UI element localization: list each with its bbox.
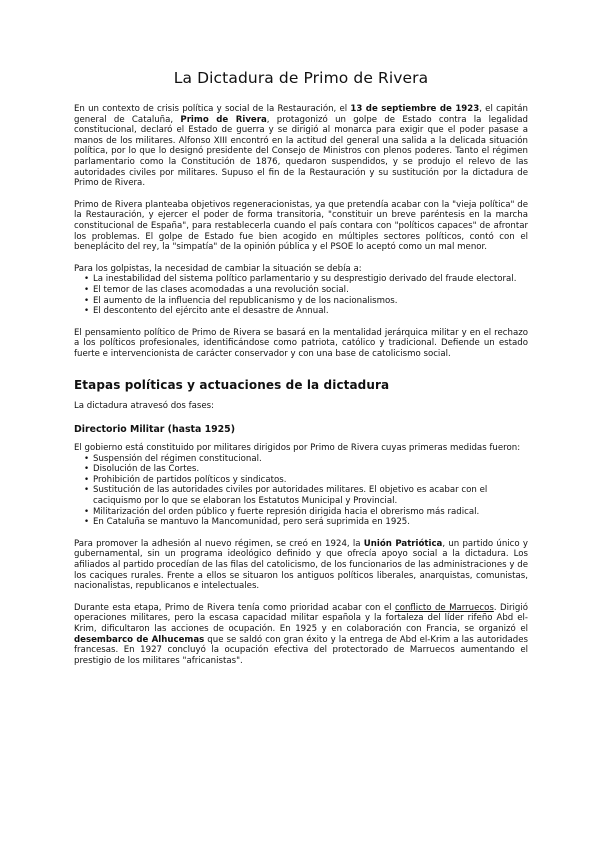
page-title: La Dictadura de Primo de Rivera [173, 69, 429, 87]
bullet-icon: • [84, 295, 90, 306]
list-item: • Suspensión del régimen constitucional. [84, 453, 262, 464]
intro-text-2: , el capitán general de Cataluña, [74, 104, 528, 125]
bullet-icon: • [84, 306, 90, 317]
list-item: • La inestabilidad del sistema político parlamentario y su desprestigio derivado del fraude electoral. [84, 274, 517, 285]
list-item: • El aumento de la influencia del republicanismo y de los nacionalismos. [84, 295, 398, 306]
conflicto-marruecos-link[interactable]: conflicto de Marruecos [394, 602, 494, 613]
union-paragraph [74, 539, 528, 592]
desembarco-alhucemas: desembarco de Alhucemas [74, 634, 205, 645]
bullet-icon: • [84, 517, 90, 528]
list-item: • El descontento del ejército ante el desastre de Annual. [84, 306, 329, 317]
bullet-icon: • [84, 474, 90, 485]
golpistas-list [74, 274, 528, 316]
marruecos-paragraph [74, 603, 528, 667]
golpistas-intro: Para los golpistas, la necesidad de cambiar la situación se debía a: [74, 263, 362, 274]
pensamiento-paragraph: El pensamiento político de Primo de Rivera se basará en la mentalidad jerárquica militar y en el rechazo a los políticos profesionales, identificándose como patriota, católico y tradicional. Defiende un estado fuerte e intervencionista de carácter conservador y con una base de catolicismo social. [74, 327, 528, 359]
intro-text-1: En un contexto de crisis política y social de la Restauración, el [74, 104, 351, 114]
etapas-heading: Etapas políticas y actuaciones de la dictadura [74, 378, 390, 393]
coup-date: 13 de septiembre de 1923 [350, 104, 480, 114]
bullet-icon: • [84, 274, 90, 285]
directorio-list [74, 454, 528, 528]
bullet-icon: • [84, 453, 90, 464]
marruecos-text-1: Durante esta etapa, Primo de Rivera tenía como prioridad acabar con el [74, 602, 395, 613]
bullet-icon: • [84, 284, 90, 295]
list-item: • Sustitución de las autoridades civiles por autoridades militares. El objetivo es acabar con el caciquismo por lo que se elaboran los Estatutos Municipal y Provincial. [84, 485, 488, 507]
marruecos-text-3: que se saldó con gran éxito y la entrega de Abd el-Krim a las autoridades francesas. En 1927 concluyó la ocupación efectiva del protectorado de Marruecos aumentando el prestigio de los militares "africanistas". [74, 634, 528, 666]
list-item: • Disolución de las Cortes. [84, 464, 200, 475]
list-item: • Prohibición de partidos políticos y sindicatos. [84, 474, 287, 485]
bullet-icon: • [84, 485, 90, 496]
etapas-intro: La dictadura atravesó dos fases: [74, 401, 215, 412]
list-item: • En Cataluña se mantuvo la Mancomunidad, pero será suprimida en 1925. [84, 517, 410, 528]
union-patriotica-name: Unión Patriótica [363, 538, 443, 549]
intro-text-3: , protagonizó un golpe de Estado contra la legalidad constitucional, declaró el Estado de guerra y se dirigió al monarca para exigir que el poder pasase a manos de los militares. Alfonso XIII encontró en la actitud del general una salida a la delicada situación política, por lo que lo designó presidente del Consejo de Ministros con plenos poderes. Tanto el régimen parlamentario como la Constitución de 1876, quedaron suspendidos, y se produjo el relevo de las autoridades civiles por militares. Supuso el fin de la Restauración y su sustitución por la dictadura de Primo de Rivera. [74, 114, 528, 189]
directorio-intro: El gobierno está constituido por militares dirigidos por Primo de Rivera cuyas primeras medidas fueron: [74, 443, 521, 454]
marruecos-text-2: . Dirigió operaciones militares, pero la escasa capacidad militar española y la fortaleza del líder rifeño Abd el-Krim, dificultaron las acciones de ocupación. En 1925 y en colaboración con Francia, se organizó el [74, 602, 529, 634]
union-text-1: Para promover la adhesión al nuevo régimen, se creó en 1924, la [74, 538, 364, 549]
intro-paragraph [74, 104, 528, 189]
objetivos-paragraph: Primo de Rivera planteaba objetivos regeneracionistas, ya que pretendía acabar con la "vieja política" de la Restauración, y ejercer el poder de forma transitoria, "constituir un breve paréntesis en la marcha constitucional de España", para restablecerla cuando el país contara con "políticos capaces" de afrontar los problemas. El golpe de Estado fue bien acogido en múltiples sectores políticos, contó con el beneplácito del rey, la "simpatía" de la opinión pública y el PSOE lo aceptó como un mal menor. [74, 199, 528, 253]
primo-de-rivera-name: Primo de Rivera [180, 114, 267, 125]
union-text-2: , un partido único y gubernamental, sin un programa ideológico definido y que ofrecía apoyo social a la dictadura. Los afiliados al partido procedían de las filas del catolicismo, de los funcionarios de las administraciones y de los caciques rurales. Frente a ellos se situaron los antiguos políticos liberales, anarquistas, comunistas, nacionalistas, republicanos e intelectuales. [74, 538, 528, 592]
directorio-heading: Directorio Militar (hasta 1925) [74, 424, 235, 436]
bullet-icon: • [84, 464, 90, 475]
bullet-icon: • [84, 506, 90, 517]
list-item: • Militarización del orden público y fuerte represión dirigida hacia el obrerismo más radical. [84, 506, 480, 517]
list-item: • El temor de las clases acomodadas a una revolución social. [84, 284, 349, 295]
